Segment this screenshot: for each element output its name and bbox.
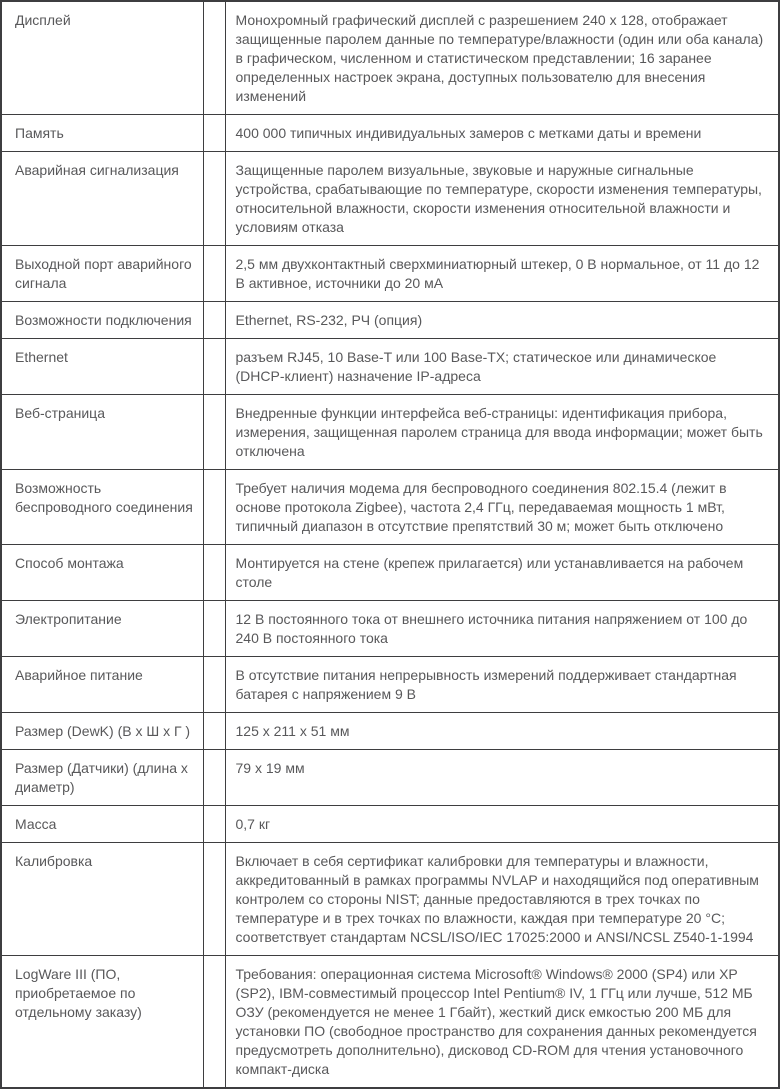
spec-label-cell: Размер (Датчики) (длина х диаметр) [1,750,203,806]
spec-spacer-cell [203,601,225,657]
spec-label-cell: Возможность беспроводного соединения [1,470,203,545]
spec-spacer-cell [203,395,225,470]
spec-value-cell: Внедренные функции интерфейса веб-страницы: идентификация прибора, измерения, защищенная паролем страница для ввода информации; может быть отключена [225,395,779,470]
spec-value-cell: Включает в себя сертификат калибровки для температуры и влажности, аккредитованный в рамках программы NVLAP и находящийся под оперативным контролем со стороны NIST; данные предоставляются в трех точках по температуре и в трех точках по влажности, каждая при температуре 20 °C; соответствует стандартам NCSL/ISO/IEC 17025:2000 и ANSI/NCSL Z540-1-1994 [225,843,779,956]
spec-value-cell: Защищенные паролем визуальные, звуковые и наружные сигнальные устройства, срабатывающие по температуре, скорости изменения температуры, относительной влажности, скорости изменения относительной влажности и условиям отказа [225,152,779,246]
table-row [1,470,779,545]
spec-spacer-cell [203,806,225,843]
spec-label-cell: Калибровка [1,843,203,956]
spec-spacer-cell [203,470,225,545]
table-row [1,657,779,713]
spec-spacer-cell [203,657,225,713]
spec-spacer-cell [203,339,225,395]
table-row [1,545,779,601]
spec-label-cell: Аварийное питание [1,657,203,713]
spec-spacer-cell [203,115,225,152]
spec-value-cell: Монохромный графический дисплей с разрешением 240 x 128, отображает защищенные паролем данные по температуре/влажности (один или оба канала) в графическом, численном и статистическом представлении; 16 заранее определенных настроек экрана, доступных пользователю для внесения изменений [225,1,779,115]
spec-spacer-cell [203,545,225,601]
table-row [1,750,779,806]
spec-label-cell: Веб-страница [1,395,203,470]
table-row [1,1,779,115]
spec-value-cell: 12 В постоянного тока от внешнего источника питания напряжением от 100 до 240 В постоянного тока [225,601,779,657]
spec-value-cell: Ethernet, RS-232, РЧ (опция) [225,302,779,339]
spec-value-cell: Требует наличия модема для беспроводного соединения 802.15.4 (лежит в основе протокола Zigbee), частота 2,4 ГГц, передаваемая мощность 1 мВт, типичный диапазон в отсутствие препятствий 30 м; может быть отключено [225,470,779,545]
spec-spacer-cell [203,1,225,115]
table-row [1,956,779,1089]
spec-label-cell: Аварийная сигнализация [1,152,203,246]
spec-label-cell: Выходной порт аварийного сигнала [1,246,203,302]
table-row [1,395,779,470]
spec-spacer-cell [203,843,225,956]
spec-spacer-cell [203,152,225,246]
table-row [1,339,779,395]
spec-value-cell: Требования: операционная система Microsoft® Windows® 2000 (SP4) или XP (SP2), IBM-совместимый процессор Intel Pentium® IV, 1 ГГц или лучше, 512 МБ ОЗУ (рекомендуется не менее 1 Гбайт), жесткий диск емкостью 200 МБ для установки ПО (свободное пространство для сохранения данных рекомендуется предусмотреть дополнительно), дисковод CD-ROM для чтения установочного компакт-диска [225,956,779,1089]
spec-label-cell: Дисплей [1,1,203,115]
table-row [1,115,779,152]
spec-value-cell: Монтируется на стене (крепеж прилагается) или устанавливается на рабочем столе [225,545,779,601]
table-row [1,713,779,750]
spec-label-cell: Масса [1,806,203,843]
spec-spacer-cell [203,302,225,339]
table-row [1,806,779,843]
spec-spacer-cell [203,246,225,302]
spec-label-cell: Способ монтажа [1,545,203,601]
spec-label-cell: Размер (DewK) (В х Ш х Г ) [1,713,203,750]
spec-value-cell: 2,5 мм двухконтактный сверхминиатюрный штекер, 0 В нормальное, от 11 до 12 В активное, источники до 20 мА [225,246,779,302]
spec-spacer-cell [203,713,225,750]
spec-label-cell: LogWare III (ПО, приобретаемое по отдельному заказу) [1,956,203,1089]
spec-value-cell: 79 x 19 мм [225,750,779,806]
table-row [1,302,779,339]
table-row [1,152,779,246]
spec-label-cell: Память [1,115,203,152]
spec-value-cell: 125 x 211 x 51 мм [225,713,779,750]
spec-table-body [1,1,779,1088]
spec-value-cell: 400 000 типичных индивидуальных замеров с метками даты и времени [225,115,779,152]
spec-spacer-cell [203,956,225,1089]
spec-value-cell: В отсутствие питания непрерывность измерений поддерживает стандартная батарея с напряжением 9 В [225,657,779,713]
spec-value-cell: разъем RJ45, 10 Base-T или 100 Base-TX; статическое или динамическое (DHCP-клиент) назначение IP-адреса [225,339,779,395]
spec-label-cell: Возможности подключения [1,302,203,339]
table-row [1,246,779,302]
table-row [1,601,779,657]
spec-value-cell: 0,7 кг [225,806,779,843]
spec-label-cell: Электропитание [1,601,203,657]
spec-label-cell: Ethernet [1,339,203,395]
table-row [1,843,779,956]
spec-spacer-cell [203,750,225,806]
